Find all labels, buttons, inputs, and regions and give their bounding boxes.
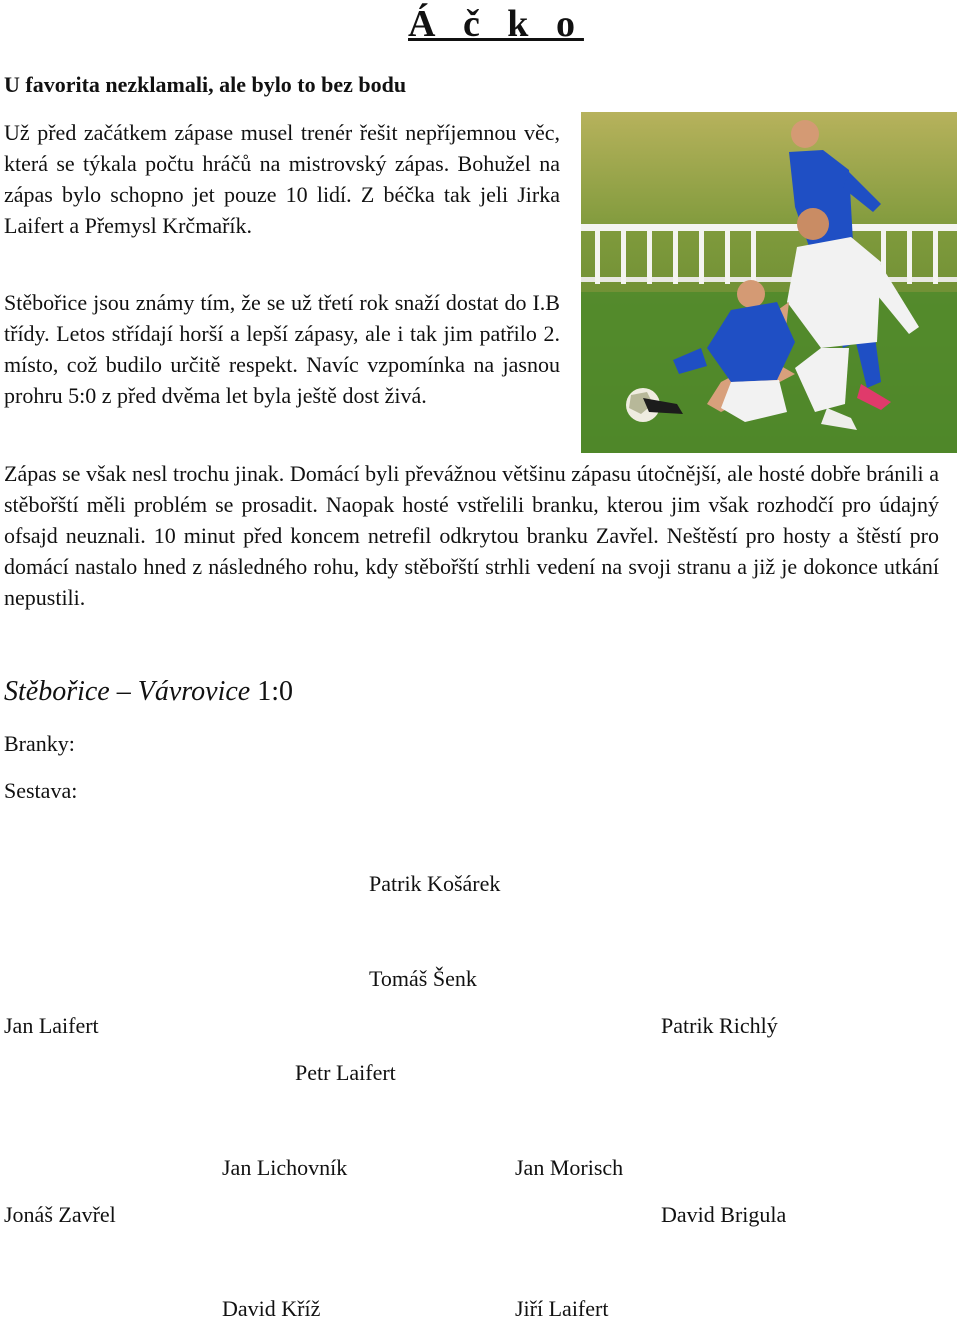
- away-team: Vávrovice: [137, 676, 251, 707]
- home-team: Stěbořice: [4, 676, 110, 707]
- football-players-photo: [581, 112, 957, 453]
- player-goalkeeper: Patrik Košárek: [369, 871, 501, 896]
- player-sweeper: Tomáš Šenk: [369, 966, 477, 991]
- player-left-wing: Jonáš Zavřel: [4, 1202, 116, 1227]
- article-headline: U favorita nezklamali, ale bylo to bez bodu: [4, 72, 407, 97]
- masthead: Á č k o: [408, 3, 584, 45]
- paragraph-3: Zápas se však nesl trochu jinak. Domácí byli převážnou většinu zápasu útočnější, ale hosté dobře bránili a stěbořští měli problém se prosadit. Naopak hosté vstřelili branku, kterou jim však rozhodčí pro údajný ofsajd neuznali. 10 minut před koncem netrefil odkrytou branku Zavřel. Neštěstí pro hosty a štěstí pro domácí nastalo hned z následného rohu, kdy stěbořští strhli vedení na svoji stranu a již je dokonce utkání nepustili.: [4, 461, 939, 610]
- lineup-label: Sestava:: [4, 778, 78, 803]
- goals-label: Branky:: [4, 731, 75, 756]
- player-right-back: Patrik Richlý: [661, 1013, 778, 1038]
- player-forward-right: Jiří Laifert: [515, 1296, 609, 1321]
- player-left-back: Jan Laifert: [4, 1013, 99, 1038]
- match-result: [4, 676, 293, 708]
- player-stopper: Petr Laifert: [295, 1060, 396, 1085]
- paragraph-2: Stěbořice jsou známy tím, že se už třetí rok snaží dostat do I.B třídy. Letos střídají horší a lepší zápasy, ale i tak jim patřilo 2. místo, což budilo určitě respekt. Navíc vzpomínka na jasnou prohru 5:0 z před dvěma let byla ještě dost živá.: [4, 290, 560, 408]
- match-score: 1:0: [250, 676, 293, 707]
- player-right-wing: David Brigula: [661, 1202, 787, 1227]
- player-forward-left: David Kříž: [222, 1296, 321, 1321]
- score-dash: –: [109, 676, 138, 707]
- player-mid-left-center: Jan Lichovník: [222, 1155, 348, 1180]
- player-mid-right-center: Jan Morisch: [515, 1155, 624, 1180]
- paragraph-1: Už před začátkem zápase musel trenér řešit nepříjemnou věc, která se týkala počtu hráčů na mistrovský zápas. Bohužel na zápas bylo schopno jet pouze 10 lidí. Z béčka tak jeli Jirka Laifert a Přemysl Krčmařík.: [4, 120, 560, 238]
